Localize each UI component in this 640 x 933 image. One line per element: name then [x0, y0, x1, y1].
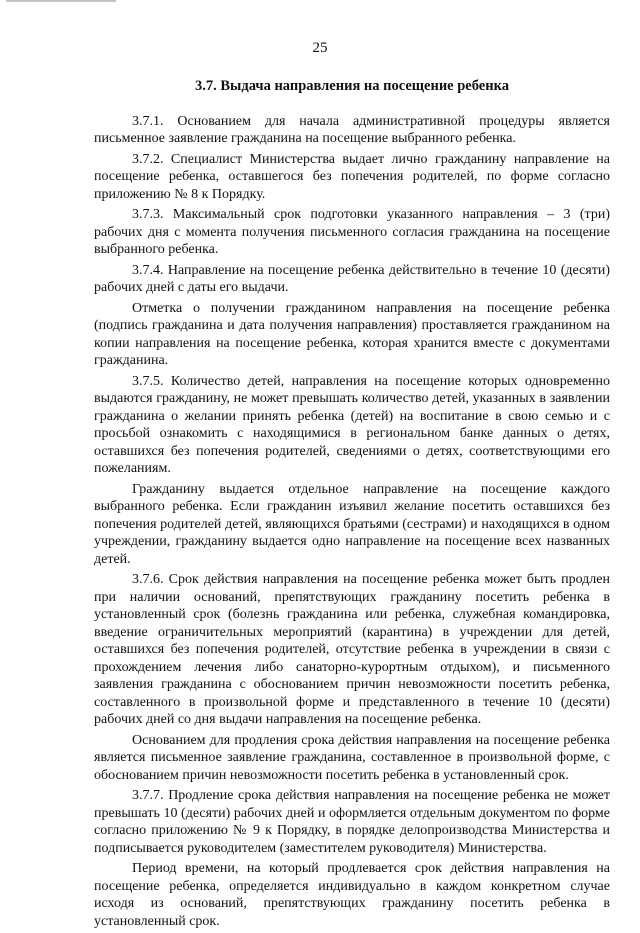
page-number: 25 [312, 40, 328, 56]
paragraph-3-7-3: 3.7.3. Максимальный срок подготовки указанного направления – 3 (три) рабочих дня с момента получения письменного согласия гражданина на посещение выбранного ребенка. [94, 207, 610, 257]
scan-artifact [6, 0, 116, 5]
paragraph-3-7-6: 3.7.6. Срок действия направления на посещение ребенка может быть продлен при наличии оснований, препятствующих гражданину посетить ребенка в установленный срок (болезнь гражданина или ребенка, служебная командировка, введение ограничительных мероприятий (карантина) в учреждении для детей, оставшихся без попечения родителей, отсутствие ребенка в учреждении в связи с прохождением лечения либо санаторно-курортным отдыхом), и письменного заявления гражданина с обоснованием причин невозможности посетить ребенка, составленного в произвольной форме и представленного в течение 10 (десяти) рабочих дней со дня выдачи направления на посещение ребенка. [94, 572, 610, 727]
paragraph-separate-referral: Гражданину выдается отдельное направление на посещение каждого выбранного ребенка. Если гражданин изъявил желание посетить оставшихся без попечения родителей детей, являющихся братьями (сестрами) и находящихся в одном учреждении, гражданину выдается одно направление на посещение всех названных детей. [94, 481, 610, 567]
paragraph-3-7-4: 3.7.4. Направление на посещение ребенка действительно в течение 10 (десяти) рабочих дней с даты его выдачи. [94, 262, 610, 295]
paragraph-extension-period: Период времени, на который продлевается срок действия направления на посещение ребенка, определяется индивидуально в каждом конкретном случае исходя из оснований, препятствующих гражданину посетить ребенка в установленный срок. [94, 861, 610, 929]
section-title: 3.7. Выдача направления на посещение ребенка [195, 78, 509, 94]
document-body [94, 78, 610, 933]
paragraph-3-7-2: 3.7.2. Специалист Министерства выдает лично гражданину направление на посещение ребенка, оставшегося без попечения родителей, по форме согласно приложению № 8 к Порядку. [94, 151, 610, 202]
paragraph-extension-basis: Основанием для продления срока действия направления на посещение ребенка является письменное заявление гражданина, составленное в произвольной форме, с обоснованием причин невозможности посетить ребенка в установленный срок. [94, 732, 610, 783]
paragraph-3-7-1: 3.7.1. Основанием для начала административной процедуры является письменное заявление гражданина на посещение выбранного ребенка. [94, 113, 610, 146]
paragraph-3-7-5: 3.7.5. Количество детей, направления на посещение которых одновременно выдаются гражданину, не может превышать количество детей, указанных в заявлении гражданина о желании принять ребенка (детей) на воспитание в свою семью и с просьбой ознакомить с находящимися в региональном банке данных о детях, оставшихся без попечения родителей, сведениями о детях, соответствующими его пожеланиям. [94, 373, 610, 476]
paragraph-3-7-7: 3.7.7. Продление срока действия направления на посещение ребенка не может превышать 10 (десяти) рабочих дней и оформляется отдельным документом по форме согласно приложению № 9 к Порядку, в порядке делопроизводства Министерства и подписывается руководителем (заместителем руководителя) Министерства. [94, 788, 610, 856]
paragraph-receipt-mark: Отметка о получении гражданином направления на посещение ребенка (подпись гражданина и дата получения направления) проставляется гражданином на копии направления на посещение ребенка, которая хранится вместе с документами гражданина. [94, 300, 610, 368]
